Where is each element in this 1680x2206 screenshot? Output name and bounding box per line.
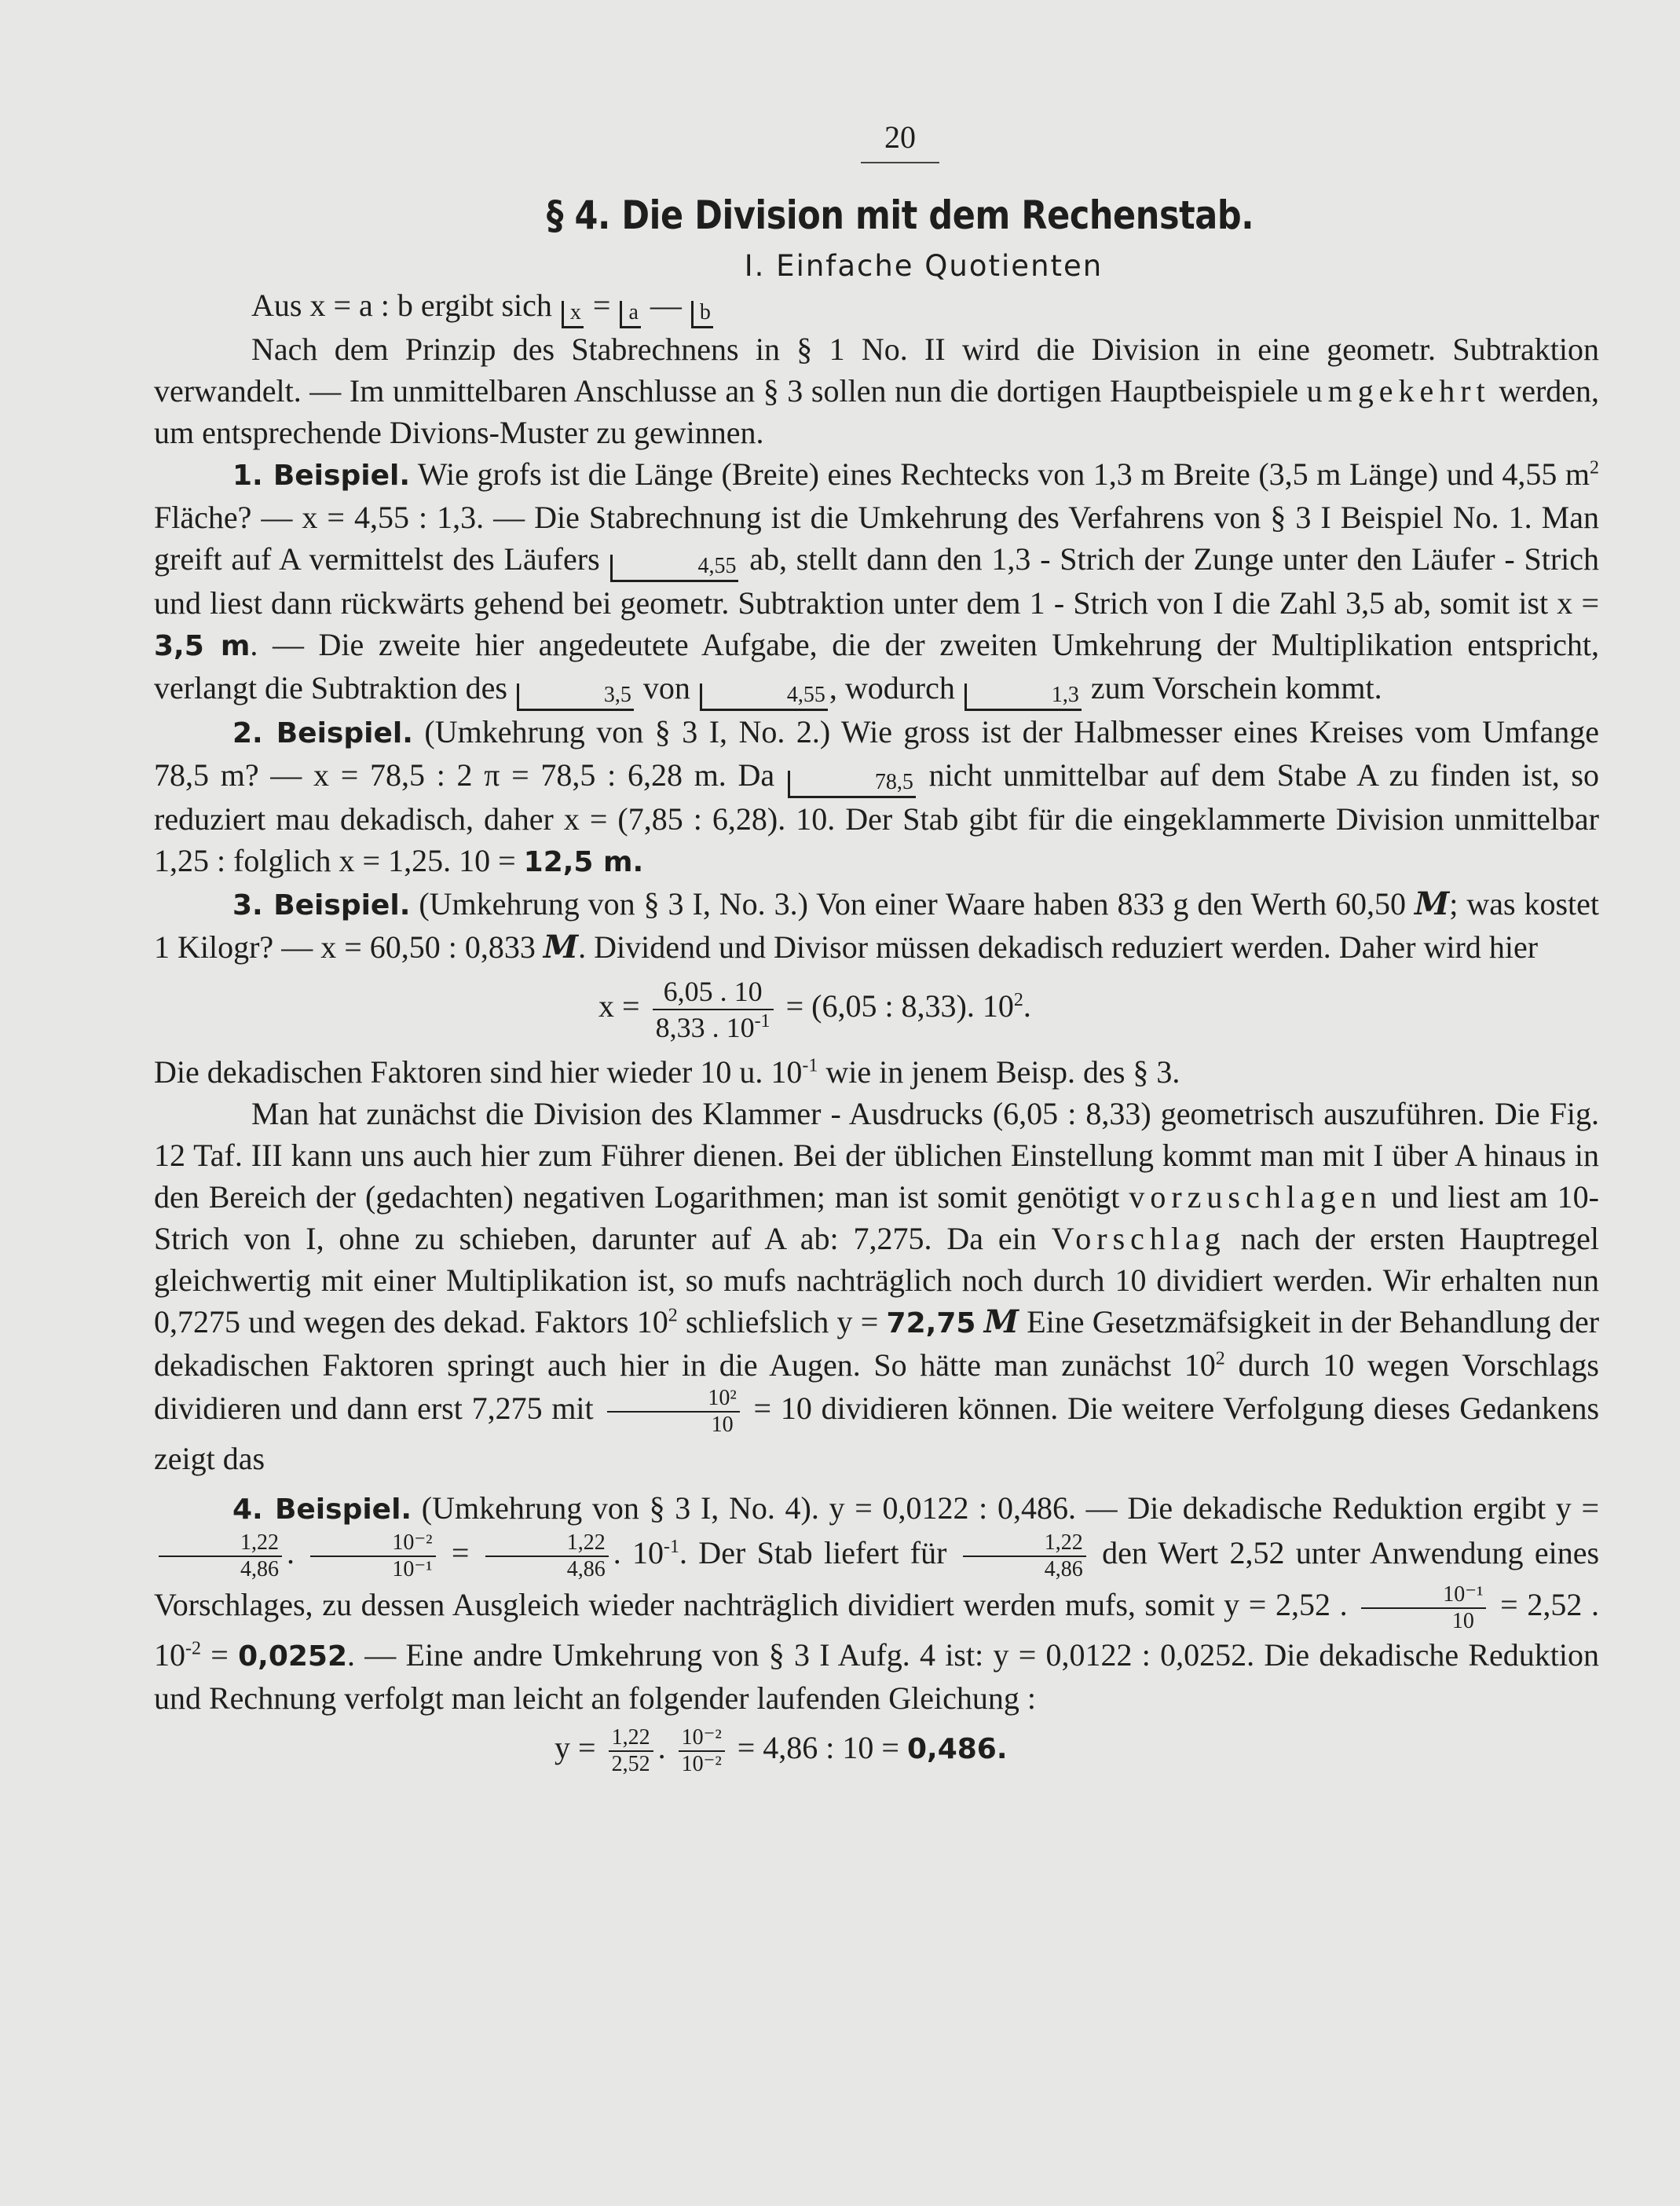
mark-symbol: M bbox=[1414, 885, 1450, 922]
fraction: $\frac{1,22}{4,86}$ bbox=[159, 1530, 282, 1582]
fraction: $\frac{1,22}{4,86}$ bbox=[963, 1530, 1086, 1582]
log-symbol: 1,3 bbox=[964, 683, 1082, 711]
result-value: 0,0252 bbox=[238, 1640, 348, 1673]
example-label: 1. Beispiel. bbox=[232, 460, 410, 492]
example-1: 1. Beispiel. Wie grofs ist die Länge (Breite) eines Rechtecks von 1,3 m Breite (3,5 m Länge) und 4,55 $m^2$ Fläche? — x = 4,55 : 1,3. — Die Stabrechnung ist die Umkehrung des Verfahrens von § 3 I Beispiel No. 1. Man greift auf A vermittelst des Läufers 4,55 ab, stellt dann den 1,3 - Strich der Zunge unter den Läufer - Strich und liest dann rückwärts gehend bei geometr. Subtraktion unter dem 1 - Strich von I die Zahl 3,5 ab, somit ist x = 3,5 m. — Die zweite hier angedeutete Aufgabe, die der zweiten Umkehrung der Multiplikation entspricht, verlangt die Subtraktion des 3,5 von 4,55 , wodurch 1,3 zum Vorschein kommt. bbox=[154, 453, 1599, 711]
emphasis: umgekehrt bbox=[1306, 373, 1491, 409]
fraction: $\frac{\text{10⁻¹}}{10}$ bbox=[1361, 1582, 1486, 1634]
example-label: 3. Beispiel. bbox=[232, 889, 411, 922]
fraction: $\frac{1,22}{4,86}$ bbox=[485, 1530, 609, 1582]
log-symbol: 78,5 bbox=[788, 771, 916, 798]
paragraph-man-hat: Man hat zunächst die Division des Klammer - Ausdrucks (6,05 : 8,33) geometrisch auszuführen. Die Fig. 12 Taf. III kann uns auch hier zum Führer dienen. Bei der üblichen Einstellung kommt man mit I über A hinaus in den Bereich der (gedachten) negativen Logarithmen; man ist somit genötigt vorzuschlagen und liest am 10-Strich von I, ohne zu schieben, darunter auf A ab: 7,275. Da ein Vorschlag nach der ersten Hauptregel gleichwertig mit einer Multiplikation ist, so mufs nachträglich noch durch 10 dividiert werden. Wir erhalten nun 0,7275 und wegen des dekad. Faktors $10^2$ schliefslich y = 72,75 M Eine Gesetzmäfsigkeit in der Behandlung der dekadischen Faktoren springt auch hier in die Augen. So hätte man zunächst $10^2$ durch 10 wegen Vorschlags dividieren und dann erst 7,275 mit $\frac{\text{10²}}{10}$ = 10 dividieren können. Die weitere Verfolgung dieses Gedankens zeigt das bbox=[154, 1096, 1600, 1476]
fraction: $\frac{6,05 . 10}{8,33 . 10^{-1}}$ bbox=[653, 974, 774, 1045]
formula-1: x = $\frac{6,05 . 10}{8,33 . 10^{-1}}$ = (6,05 : 8,33). $10^2$. bbox=[598, 976, 1031, 1043]
log-symbol: b bbox=[691, 301, 713, 328]
emphasis: Vorschlag bbox=[1051, 1221, 1226, 1256]
result-value: 3,5 m bbox=[154, 630, 251, 662]
example-3: 3. Beispiel. (Umkehrung von § 3 I, No. 3.) Von einer Waare haben 833 g den Werth 60,50 M; was kostet 1 Kilogr? — x = 60,50 : 0,833 M. Dividend und Divisor müssen dekadisch reduziert werden. Daher wird hier bbox=[154, 885, 1600, 966]
result-value: 72,75 bbox=[886, 1307, 976, 1339]
given-text: Aus x = a : b ergibt sich bbox=[251, 288, 552, 323]
log-symbol: 4,55 bbox=[610, 555, 738, 582]
example-2: 2. Beispiel. (Umkehrung von § 3 I, No. 2.) Wie gross ist der Halbmesser eines Kreises vom Umfange 78,5 m? — x = 78,5 : 2 π = 78,5 : 6,28 m. Da 78,5 nicht unmittelbar auf dem Stabe A zu finden ist, so reduziert mau dekadisch, daher x = (7,85 : 6,28). 10. Der Stab gibt für die eingeklammerte Division unmittelbar 1,25 : folglich x = 1,25. 10 = 12,5 m. bbox=[154, 714, 1600, 878]
formula-2: y = $\frac{1,22}{2,52}$ . $\frac{\text{10⁻²}}{\text{10⁻²}}$ = 4,86 : 10 = 0,486. bbox=[555, 1725, 1008, 1776]
mark-symbol: M bbox=[543, 929, 579, 966]
log-symbol: a bbox=[620, 301, 640, 328]
subsection-title: I. Einfache Quotienten bbox=[744, 249, 1104, 283]
log-symbol: 3,5 bbox=[517, 683, 634, 711]
example-label: 4. Beispiel. bbox=[232, 1493, 412, 1526]
result-value: 0,486. bbox=[906, 1733, 1008, 1766]
intro-paragraph: Nach dem Prinzip des Stabrechnens in § 1 No. II wird die Division in eine geometr. Subtraktion verwandelt. — Im unmittelbaren Anschlusse an § 3 sollen nun die dortigen Hauptbeispiele umgekehrt werden, um entsprechende Divions-Muster zu gewinnen. bbox=[154, 332, 1600, 450]
document-page bbox=[154, 118, 1599, 1777]
result-value: 12,5 m. bbox=[523, 846, 644, 878]
after-formula-1: Die dekadischen Faktoren sind hier wieder 10 u. $10^{-1}$ wie in jenem Beisp. des § 3. bbox=[154, 1054, 1180, 1090]
fraction: $\frac{1,22}{2,52}$ bbox=[609, 1725, 653, 1777]
mark-symbol: M bbox=[983, 1303, 1019, 1340]
fraction: $\frac{\text{10⁻²}}{\text{10⁻²}}$ bbox=[679, 1725, 725, 1777]
fraction: $\frac{\text{10⁻²}}{\text{10⁻¹}}$ bbox=[310, 1530, 435, 1582]
page-number: 20 bbox=[201, 118, 1599, 163]
fraction: $\frac{\text{10²}}{10}$ bbox=[607, 1386, 739, 1438]
example-4: 4. Beispiel. (Umkehrung von § 3 I, No. 4). y = 0,0122 : 0,486. — Die dekadische Reduktion ergibt y = $\frac{1,22}{4,86}$ . $\frac{\text{10⁻²}}{\text{10⁻¹}}$ = $\frac{1,22}{4,86}$ . $10^{-1}$. Der Stab liefert für $\frac{1,22}{4,86}$ den Wert 2,52 unter Anwendung eines Vorschlages, zu dessen Ausgleich wieder nachträglich dividiert werden mufs, somit y = 2,52 . $\frac{\text{10⁻¹}}{10}$ = 2,52 . $10^{-2} = 0,0252$. — Eine andre Umkehrung von § 3 I Aufg. 4 ist: y = 0,0122 : 0,0252. Die dekadische Reduktion und Rechnung verfolgt man leicht an folgender laufenden Gleichung : bbox=[154, 1490, 1600, 1716]
given-equation: Aus x = a : b ergibt sich x = a — b bbox=[154, 284, 1599, 328]
section-title: § 4. Die Division mit dem Rechenstab. bbox=[546, 192, 1254, 238]
example-label: 2. Beispiel. bbox=[232, 717, 413, 749]
log-symbol: 4,55 bbox=[700, 683, 828, 711]
emphasis: vorzuschlagen bbox=[1129, 1179, 1382, 1215]
log-symbol: x bbox=[562, 301, 584, 328]
